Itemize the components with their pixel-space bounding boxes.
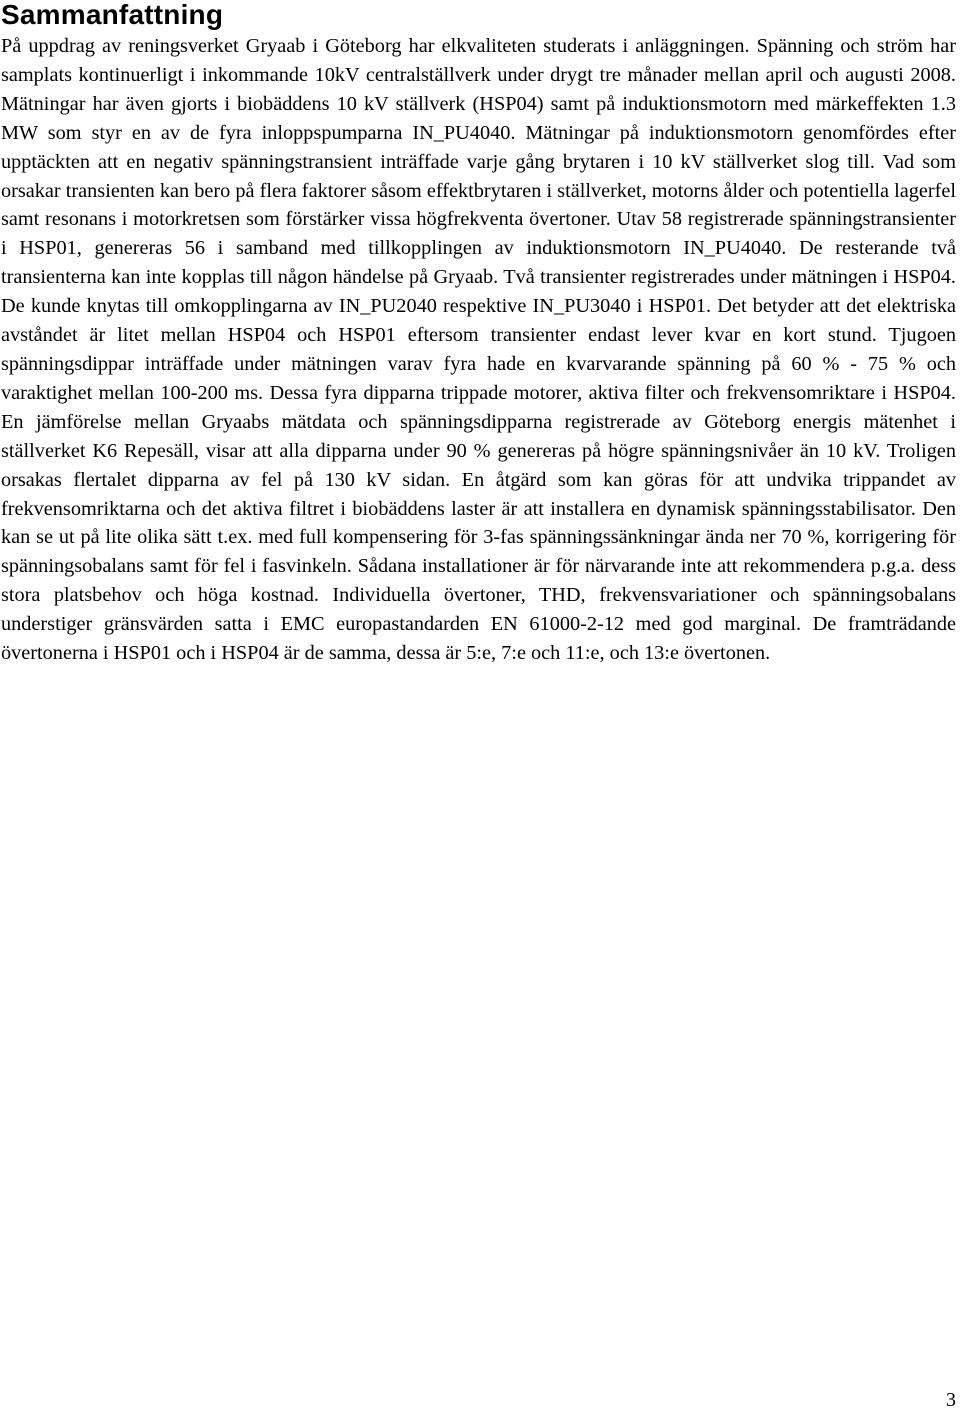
page-number: 3 <box>946 1389 956 1411</box>
summary-paragraph: På uppdrag av reningsverket Gryaab i Göteborg har elkvaliteten studerats i anläggningen. Spänning och ström har samplats kontinuerligt i inkommande 10kV centralställverk under drygt tre månader mellan april och augusti 2008. Mätningar har även gjorts i biobäddens 10 kV ställverk (HSP04) samt på induktionsmotorn med märkeffekten 1.3 MW som styr en av de fyra inloppspumparna IN_PU4040. Mätningar på induktionsmotorn genomfördes efter upptäckten att en negativ spänningstransient inträffade varje gång brytaren i 10 kV ställverket slog till. Vad som orsakar transienten kan bero på flera faktorer såsom effektbrytaren i ställverket, motorns ålder och potentiella lagerfel samt resonans i motorkretsen som förstärker vissa högfrekventa övertoner. Utav 58 registrerade spänningstransienter i HSP01, genereras 56 i samband med tillkopplingen av induktionsmotorn IN_PU4040. De resterande två transienterna kan inte kopplas till någon händelse på Gryaab. Två transienter registrerades under mätningen i HSP04. De kunde knytas till omkopplingarna av IN_PU2040 respektive IN_PU3040 i HSP01. Det betyder att det elektriska avståndet är litet mellan HSP04 och HSP01 eftersom transienter endast lever kvar en kort stund. Tjugoen spänningsdippar inträffade under mätningen varav fyra hade en kvarvarande spänning på 60 % - 75 % och varaktighet mellan 100-200 ms. Dessa fyra dipparna trippade motorer, aktiva filter och frekvensomriktare i HSP04. En jämförelse mellan Gryaabs mätdata och spänningsdipparna registrerade av Göteborg energis mätenhet i ställverket K6 Repesäll, visar att alla dipparna under 90 % genereras på högre spänningsnivåer än 10 kV. Troligen orsakas flertalet dipparna av fel på 130 kV sidan. En åtgärd som kan göras för att undvika trippandet av frekvensomriktarna och det aktiva filtret i biobäddens laster är att installera en dynamisk spänningsstabilisator. Den kan se ut på lite olika sätt t.ex. med full kompensering för 3-fas spänningssänkningar ända ner 70 %, korrigering för spänningsobalans samt för fel i fasvinkeln. Sådana installationer är för närvarande inte att rekommendera p.g.a. dess stora platsbehov och höga kostnad. Individuella övertoner, THD, frekvensvariationer och spänningsobalans understiger gränsvärden satta i EMC europastandarden EN 61000-2-12 med god marginal. De framträdande övertonerna i HSP01 och i HSP04 är de samma, dessa är 5:e, 7:e och 11:e, och 13:e övertonen. <box>1 35 956 665</box>
section-heading: Sammanfattning <box>1 0 224 30</box>
